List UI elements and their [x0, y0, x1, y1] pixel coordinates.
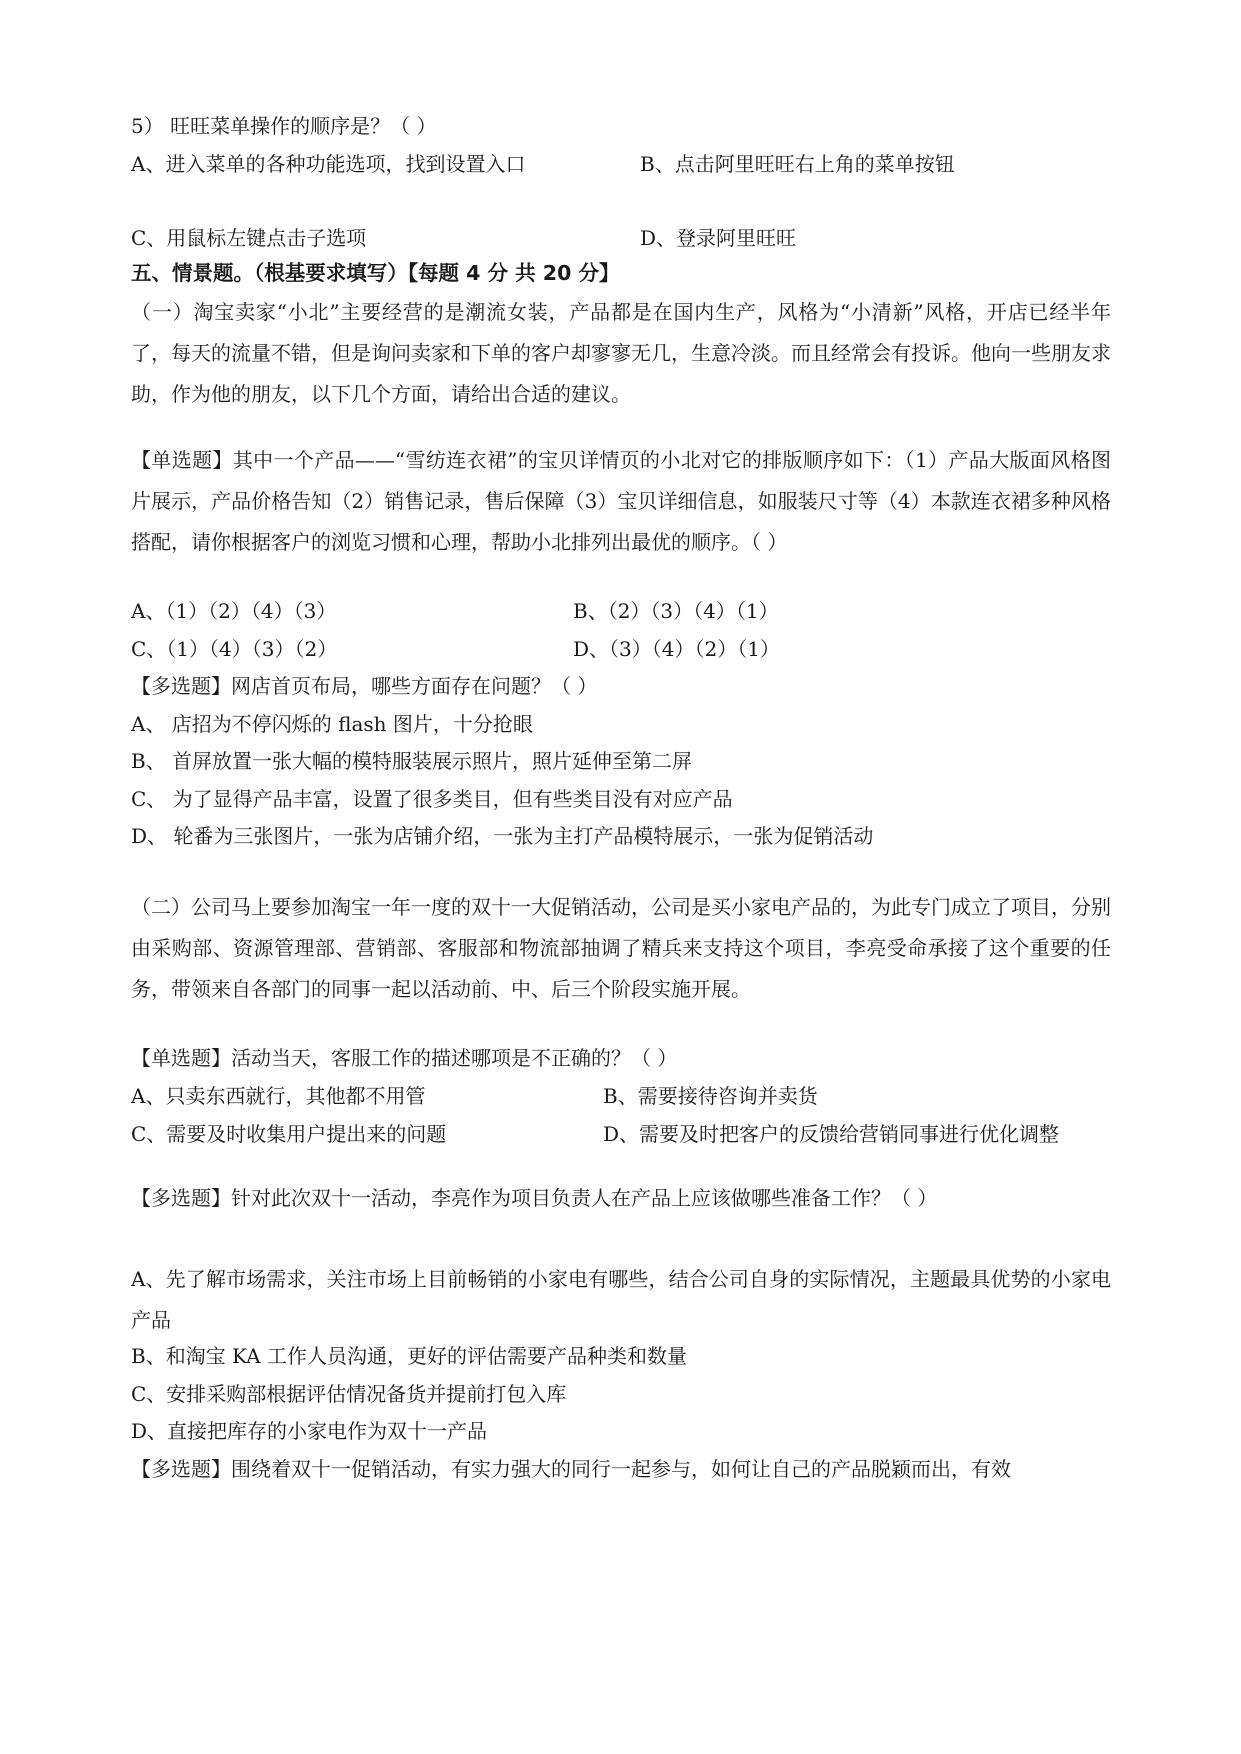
question-stem: 5） 旺旺菜单操作的顺序是？（ ） [131, 114, 437, 138]
question-stem: 【单选题】活动当天，客服工作的描述哪项是不正确的？（ ） [131, 1046, 678, 1070]
question-stem: 【多选题】围绕着双十一促销活动，有实力强大的同行一起参与，如何让自己的产品脱颖而出，有效 [131, 1457, 1011, 1481]
option-a: A、先了解市场需求，关注市场上目前畅销的小家电有哪些，结合公司自身的实际情况，主题最具优势的小家电产品 [131, 1267, 1111, 1332]
option-a: A、 店招为不停闪烁的 flash 图片，十分抢眼 [131, 712, 533, 736]
option-b: B、需要接待咨询并卖货 [603, 1084, 818, 1108]
scenario-text: （二）公司马上要参加淘宝一年一度的双十一大促销活动，公司是买小家电产品的，为此专门成立了项目，分别由采购部、资源管理部、营销部、客服部和物流部抽调了精兵来支持这个项目，李亮受命承接了这个重要的任务，带领来自各部门的同事一起以活动前、中、后三个阶段实施开展。 [131, 895, 1111, 1001]
option-b: B、点击阿里旺旺右上角的菜单按钮 [640, 152, 955, 176]
option-c: C、（1）（4）（3）（2） [131, 637, 338, 661]
question-stem: 【多选题】针对此次双十一活动，李亮作为项目负责人在产品上应该做哪些准备工作？（ ） [131, 1186, 938, 1210]
section-heading: 五、情景题。（根基要求填写）【每题 4 分 共 20 分】 [131, 261, 620, 285]
option-d: D、需要及时把客户的反馈给营销同事进行优化调整 [603, 1122, 1060, 1146]
option-c: C、安排采购部根据评估情况备货并提前打包入库 [131, 1382, 567, 1406]
question-stem: 【多选题】网店首页布局，哪些方面存在问题？（ ） [131, 674, 598, 698]
question-stem: 【单选题】其中一个产品——“雪纺连衣裙”的宝贝详情页的小北对它的排版顺序如下：（1）产品大版面风格图片展示，产品价格告知（2）销售记录，售后保障（3）宝贝详细信息，如服装尺寸等（4）本款连衣裙多种风格搭配，请你根据客户的浏览习惯和心理，帮助小北排列出最优的顺序。（ ） [131, 448, 1111, 554]
option-d: D、 轮番为三张图片，一张为店铺介绍，一张为主打产品模特展示，一张为促销活动 [131, 824, 874, 848]
option-a: A、只卖东西就行，其他都不用管 [131, 1084, 426, 1108]
option-d: D、登录阿里旺旺 [640, 226, 797, 250]
option-c: C、 为了显得产品丰富，设置了很多类目，但有些类目没有对应产品 [131, 787, 733, 811]
scenario-text: （一）淘宝卖家“小北”主要经营的是潮流女装，产品都是在国内生产，风格为“小清新”风格，开店已经半年了，每天的流量不错，但是询问卖家和下单的客户却寥寥无几，生意冷淡。而且经常会有投诉。他向一些朋友求助，作为他的朋友，以下几个方面，请给出合适的建议。 [131, 300, 1111, 406]
option-a: A、（1）（2）（4）（3） [131, 599, 337, 623]
option-b: B、（2）（3）（4）（1） [573, 599, 779, 623]
option-d: D、（3）（4）（2）（1） [573, 637, 780, 661]
option-a: A、进入菜单的各种功能选项，找到设置入口 [131, 152, 526, 176]
option-b: B、 首屏放置一张大幅的模特服装展示照片，照片延伸至第二屏 [131, 749, 693, 773]
option-b: B、和淘宝 KA 工作人员沟通，更好的评估需要产品种类和数量 [131, 1344, 687, 1368]
option-c: C、需要及时收集用户提出来的问题 [131, 1122, 447, 1146]
option-d: D、直接把库存的小家电作为双十一产品 [131, 1419, 488, 1443]
option-c: C、用鼠标左键点击子选项 [131, 226, 367, 250]
